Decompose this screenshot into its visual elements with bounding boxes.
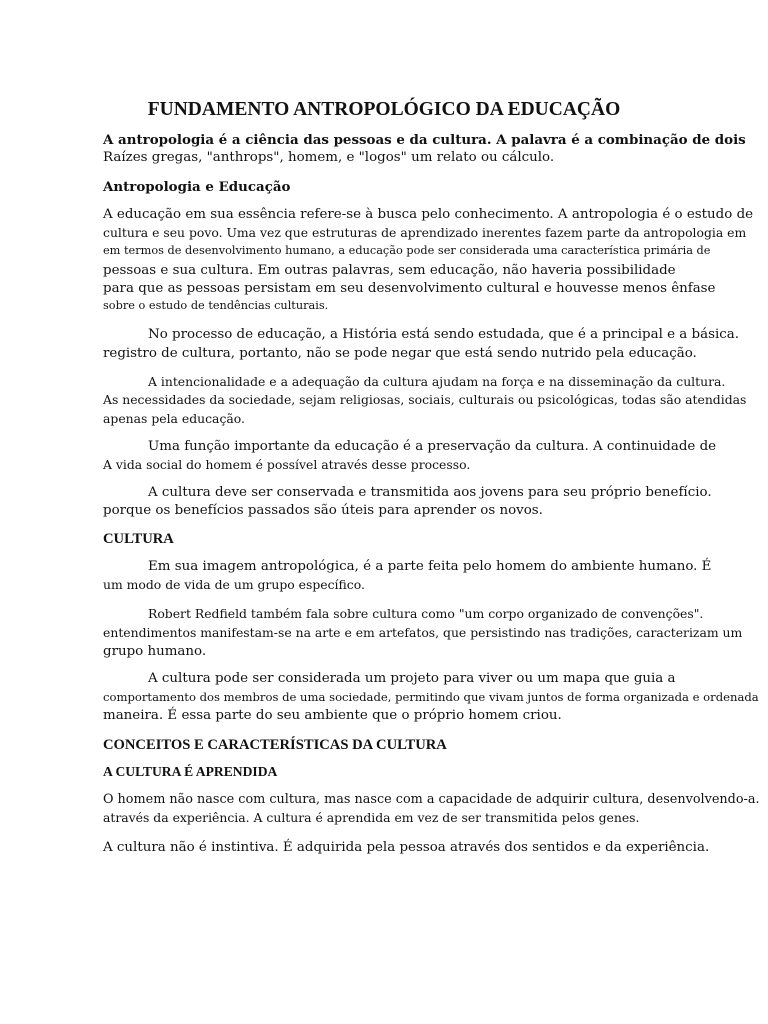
paragraph-line: um modo de vida de um grupo específico. xyxy=(103,577,365,592)
paragraph-line: cultura e seu povo. Uma vez que estruturas de aprendizado inerentes fazem parte da antropologia em xyxy=(103,225,747,240)
paragraph-line: Robert Redfield também fala sobre cultura como "um corpo organizado de convenções". xyxy=(148,606,704,621)
paragraph-line: A educação em sua essência refere-se à busca pelo conhecimento. A antropologia é o estudo de xyxy=(103,207,754,222)
paragraph-line: através da experiência. A cultura é aprendida em vez de ser transmitida pelos genes. xyxy=(103,810,640,825)
paragraph-line: A cultura não é instintiva. É adquirida pela pessoa através dos sentidos e da experiência. xyxy=(103,840,710,855)
paragraph-line: sobre o estudo de tendências culturais. xyxy=(103,299,329,312)
section-heading-cultura: CULTURA xyxy=(103,531,174,547)
paragraph-line: comportamento dos membros de uma sociedade, permitindo que vivam juntos de forma organizada e ordenada xyxy=(103,690,759,704)
section-heading-antropologia-educacao: Antropologia e Educação xyxy=(103,179,291,195)
paragraph-line: Em sua imagem antropológica, é a parte feita pelo homem do ambiente humano. É xyxy=(148,559,712,574)
document-title: FUNDAMENTO ANTROPOLÓGICO DA EDUCAÇÃO xyxy=(147,99,621,120)
paragraph-line: A cultura deve ser conservada e transmitida aos jovens para seu próprio benefício. xyxy=(148,485,712,500)
intro-line-1: A antropologia é a ciência das pessoas e da cultura. A palavra é a combinação de dois xyxy=(103,132,746,148)
section-heading-conceitos: CONCEITOS E CARACTERÍSTICAS DA CULTURA xyxy=(103,737,447,753)
paragraph-line: em termos de desenvolvimento humano, a educação pode ser considerada uma característica primária de xyxy=(103,244,711,257)
paragraph-line: Uma função importante da educação é a preservação da cultura. A continuidade de xyxy=(148,439,717,454)
paragraph-line: As necessidades da sociedade, sejam religiosas, sociais, culturais ou psicológicas, todas são atendidas xyxy=(103,392,747,407)
paragraph-line: A cultura pode ser considerada um projeto para viver ou um mapa que guia a xyxy=(148,671,676,686)
paragraph-line: grupo humano. xyxy=(103,644,207,659)
section-subheading-cultura-aprendida: A CULTURA É APRENDIDA xyxy=(103,764,278,779)
paragraph-line: A vida social do homem é possível através desse processo. xyxy=(103,457,471,472)
paragraph-line: porque os benefícios passados são úteis para aprender os novos. xyxy=(103,503,543,518)
paragraph-line: entendimentos manifestam-se na arte e em artefatos, que persistindo nas tradições, caracterizam um xyxy=(103,625,743,640)
paragraph-line: O homem não nasce com cultura, mas nasce com a capacidade de adquirir cultura, desenvolvendo-a. xyxy=(103,792,760,807)
paragraph-line: A intencionalidade e a adequação da cultura ajudam na força e na disseminação da cultura. xyxy=(148,374,726,389)
paragraph-line: No processo de educação, a História está sendo estudada, que é a principal e a básica. xyxy=(148,327,739,342)
paragraph-line: maneira. É essa parte do seu ambiente que o próprio homem criou. xyxy=(103,708,562,723)
paragraph-line: registro de cultura, portanto, não se pode negar que está sendo nutrido pela educação. xyxy=(103,346,697,361)
paragraph-line: apenas pela educação. xyxy=(103,411,245,426)
paragraph-line: para que as pessoas persistam em seu desenvolvimento cultural e houvesse menos ênfase xyxy=(103,281,716,296)
intro-line-2: Raízes gregas, "anthrops", homem, e "logos" um relato ou cálculo. xyxy=(103,150,555,165)
paragraph-line: pessoas e sua cultura. Em outras palavras, sem educação, não haveria possibilidade xyxy=(103,263,676,278)
